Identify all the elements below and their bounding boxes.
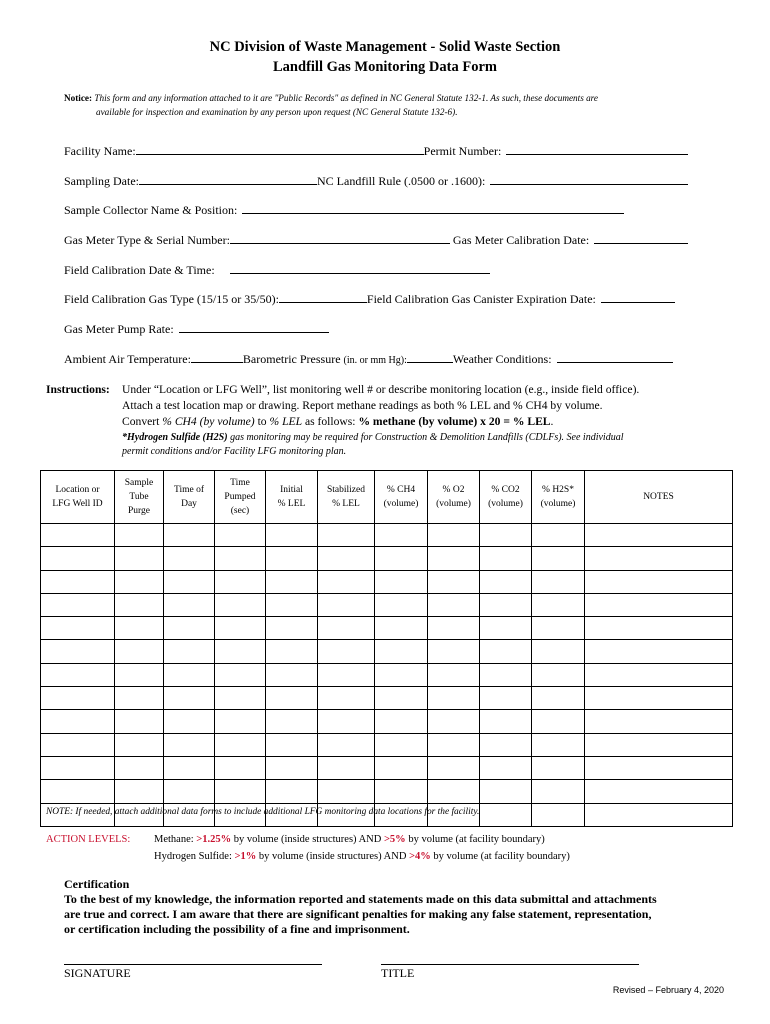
meter-type-field[interactable]: [230, 232, 450, 244]
table-cell[interactable]: [532, 780, 585, 803]
h2s-note: [122, 431, 639, 445]
table-cell[interactable]: [532, 570, 585, 593]
table-cell[interactable]: [115, 756, 164, 779]
calibration-gas-row: [64, 291, 675, 307]
table-cell[interactable]: [428, 547, 480, 570]
h2s-note-line-2: permit conditions and/or Facility LFG monitoring plan.: [122, 446, 347, 457]
canister-expiration-label: Field Calibration Gas Canister Expiration Date:: [366, 292, 596, 306]
column-header-line: Initial: [280, 485, 303, 495]
calibration-gas-label: Field Calibration Gas Type (15/15 or 35/50):: [64, 292, 279, 306]
table-cell[interactable]: [585, 710, 733, 733]
meter-calibration-field[interactable]: [594, 232, 688, 244]
table-cell[interactable]: [480, 780, 532, 803]
table-cell[interactable]: [115, 570, 164, 593]
landfill-rule-label: NC Landfill Rule (.0500 or .1600):: [317, 174, 486, 188]
column-header-line: Pumped: [224, 492, 256, 502]
table-cell[interactable]: [480, 663, 532, 686]
table-cell[interactable]: [164, 756, 215, 779]
table-cell[interactable]: [585, 524, 733, 547]
h2s-inside-text: by volume (inside structures) AND: [258, 851, 407, 862]
table-cell[interactable]: [428, 710, 480, 733]
table-row: [41, 640, 733, 663]
certification-line-1: To the best of my knowledge, the information reported and statements made on this data submittal and attachments: [64, 892, 657, 906]
pump-rate-row: [64, 321, 329, 337]
meter-calibration-label: Gas Meter Calibration Date:: [452, 233, 590, 247]
table-cell[interactable]: [532, 593, 585, 616]
table-row: [41, 663, 733, 686]
column-header: [164, 471, 215, 524]
table-cell[interactable]: [585, 756, 733, 779]
column-header: [266, 471, 318, 524]
table-cell[interactable]: [266, 570, 318, 593]
table-cell[interactable]: [215, 640, 266, 663]
table-cell[interactable]: [115, 547, 164, 570]
table-cell[interactable]: [164, 547, 215, 570]
table-cell[interactable]: [428, 733, 480, 756]
certification-line-2: are true and correct. I am aware that there are significant penalties for making any false statement, representation,: [64, 907, 652, 921]
table-cell[interactable]: [215, 687, 266, 710]
barometric-units-label: (in. or mm Hg):: [343, 355, 407, 366]
pump-rate-field[interactable]: [179, 321, 329, 333]
table-cell[interactable]: [318, 710, 375, 733]
table-cell[interactable]: [164, 710, 215, 733]
h2s-action-level: [154, 851, 570, 862]
methane-inside-value: >1.25%: [196, 834, 232, 845]
facility-name-label: Facility Name:: [64, 144, 136, 158]
table-cell[interactable]: [215, 710, 266, 733]
table-cell[interactable]: [585, 733, 733, 756]
column-header-line: Time: [230, 478, 250, 488]
table-cell[interactable]: [318, 547, 375, 570]
ambient-temp-label: Ambient Air Temperature:: [64, 352, 191, 366]
landfill-rule-field[interactable]: [490, 173, 688, 185]
formula-period: .: [550, 415, 554, 428]
meter-row: [64, 232, 688, 248]
canister-expiration-field[interactable]: [601, 291, 675, 303]
column-header-line: NOTES: [643, 492, 674, 502]
table-row: [41, 593, 733, 616]
table-cell[interactable]: [532, 663, 585, 686]
table-cell[interactable]: [532, 617, 585, 640]
table-cell[interactable]: [164, 733, 215, 756]
table-cell[interactable]: [585, 570, 733, 593]
table-cell[interactable]: [215, 733, 266, 756]
table-cell[interactable]: [266, 687, 318, 710]
table-cell[interactable]: [532, 756, 585, 779]
methane-label: Methane:: [154, 834, 194, 845]
table-cell[interactable]: [532, 547, 585, 570]
table-row: [41, 733, 733, 756]
column-header-line: % CO2: [491, 485, 520, 495]
table-cell[interactable]: [164, 524, 215, 547]
table-cell[interactable]: [375, 687, 428, 710]
column-header: [480, 471, 532, 524]
column-header-line: (sec): [230, 506, 250, 516]
table-header-row: [41, 471, 733, 524]
table-cell[interactable]: [41, 524, 115, 547]
instructions-line-2: Attach a test location map or drawing. Report methane readings as both % LEL and % CH4 by volume.: [122, 399, 603, 412]
table-row: [41, 570, 733, 593]
barometric-label: Barometric Pressure: [242, 352, 341, 366]
table-cell[interactable]: [585, 593, 733, 616]
barometric-field[interactable]: [407, 351, 453, 363]
signature-label: SIGNATURE: [64, 966, 131, 980]
table-cell[interactable]: [428, 780, 480, 803]
table-cell[interactable]: [164, 617, 215, 640]
h2s-note-text: gas monitoring may be required for Construction & Demolition Landfills (CDLFs). See individual: [230, 432, 624, 443]
table-cell[interactable]: [318, 663, 375, 686]
column-header: [41, 471, 115, 524]
table-footnote: NOTE: If needed, attach additional data forms to include additional LFG monitoring data locations for the facility.: [46, 807, 480, 817]
column-header-line: Time of: [173, 485, 204, 495]
methane-boundary-value: >5%: [383, 834, 406, 845]
table-cell[interactable]: [215, 663, 266, 686]
field-calibration-field[interactable]: [230, 262, 490, 274]
column-header: [215, 471, 266, 524]
table-cell[interactable]: [375, 570, 428, 593]
notice-line-2: available for inspection and examination by any person upon request (NC General Statute 132-6).: [96, 107, 458, 117]
table-cell[interactable]: [41, 710, 115, 733]
table-cell[interactable]: [585, 663, 733, 686]
table-cell[interactable]: [164, 687, 215, 710]
table-cell[interactable]: [375, 780, 428, 803]
table-cell[interactable]: [266, 710, 318, 733]
table-cell[interactable]: [115, 780, 164, 803]
instructions-line-1: Under “Location or LFG Well”, list monitoring well # or describe monitoring location (e.g., inside field office).: [122, 383, 640, 396]
pump-rate-label: Gas Meter Pump Rate:: [64, 322, 174, 336]
conversion-formula: % methane (by volume) x 20 = % LEL: [358, 415, 551, 428]
table-cell[interactable]: [532, 710, 585, 733]
notice-label: Notice:: [64, 93, 93, 103]
h2s-label: Hydrogen Sulfide:: [154, 851, 232, 862]
table-cell[interactable]: [266, 733, 318, 756]
title-field[interactable]: [381, 964, 639, 965]
column-header-line: Location or: [55, 485, 100, 495]
table-cell[interactable]: [215, 780, 266, 803]
h2s-inside-value: >1%: [234, 851, 257, 862]
table-cell[interactable]: [41, 687, 115, 710]
meter-type-label: Gas Meter Type & Serial Number:: [64, 233, 230, 247]
field-calibration-row: [64, 262, 490, 278]
title-label: TITLE: [381, 966, 415, 980]
table-cell[interactable]: [215, 524, 266, 547]
table-row: [41, 780, 733, 803]
table-cell[interactable]: [428, 663, 480, 686]
monitoring-data-table: [40, 470, 733, 827]
lel-term: % LEL: [269, 415, 303, 428]
table-cell[interactable]: [532, 733, 585, 756]
table-cell[interactable]: [318, 687, 375, 710]
table-cell[interactable]: [428, 756, 480, 779]
column-header: [585, 471, 733, 524]
table-cell[interactable]: [41, 733, 115, 756]
table-cell[interactable]: [480, 617, 532, 640]
methane-inside-text: by volume (inside structures) AND: [233, 834, 382, 845]
column-header-line: % CH4: [386, 485, 416, 495]
table-cell[interactable]: [428, 617, 480, 640]
table-cell[interactable]: [41, 547, 115, 570]
table-cell[interactable]: [585, 780, 733, 803]
table-row: [41, 710, 733, 733]
collector-label: Sample Collector Name & Position:: [64, 203, 238, 217]
column-header-line: % H2S*: [542, 485, 574, 495]
instructions-label: Instructions:: [46, 383, 110, 396]
table-cell[interactable]: [480, 547, 532, 570]
column-header-line: (volume): [488, 499, 523, 509]
table-cell[interactable]: [266, 640, 318, 663]
table-cell[interactable]: [41, 756, 115, 779]
instructions-body: [122, 382, 639, 459]
table-cell[interactable]: [318, 756, 375, 779]
table-row: [41, 756, 733, 779]
table-cell[interactable]: [115, 593, 164, 616]
table-cell[interactable]: [215, 756, 266, 779]
table-cell[interactable]: [532, 640, 585, 663]
table-cell[interactable]: [585, 640, 733, 663]
ch4-term: % CH4 (by volume): [162, 415, 255, 428]
table-cell[interactable]: [585, 687, 733, 710]
table-cell[interactable]: [375, 617, 428, 640]
h2s-boundary-text: by volume (at facility boundary): [433, 851, 570, 862]
table-cell[interactable]: [41, 570, 115, 593]
methane-boundary-text: by volume (at facility boundary): [408, 834, 545, 845]
table-cell[interactable]: [266, 756, 318, 779]
ambient-temp-field[interactable]: [191, 351, 243, 363]
table-cell[interactable]: [164, 663, 215, 686]
conditions-row: [64, 351, 673, 367]
h2s-boundary-value: >4%: [409, 851, 431, 862]
table-cell[interactable]: [164, 780, 215, 803]
table-cell[interactable]: [375, 756, 428, 779]
table-cell[interactable]: [375, 593, 428, 616]
column-header: [375, 471, 428, 524]
column-header: [318, 471, 375, 524]
table-cell[interactable]: [532, 687, 585, 710]
column-header-line: Tube: [129, 492, 149, 502]
table-cell[interactable]: [318, 640, 375, 663]
signature-field[interactable]: [64, 964, 322, 965]
form-agency-title: NC Division of Waste Management - Solid Waste Section: [209, 39, 561, 55]
column-header-line: % LEL: [332, 499, 360, 509]
table-cell[interactable]: [318, 570, 375, 593]
table-cell[interactable]: [480, 524, 532, 547]
table-cell[interactable]: [115, 710, 164, 733]
table-cell[interactable]: [375, 733, 428, 756]
weather-field[interactable]: [557, 351, 673, 363]
column-header-line: % O2: [442, 485, 465, 495]
certification-line-3: or certification including the possibility of a fine and imprisonment.: [64, 922, 410, 936]
table-cell[interactable]: [318, 733, 375, 756]
table-cell[interactable]: [585, 617, 733, 640]
table-cell[interactable]: [115, 663, 164, 686]
table-cell[interactable]: [480, 733, 532, 756]
table-cell[interactable]: [318, 617, 375, 640]
column-header-line: Purge: [128, 506, 150, 516]
column-header-line: Day: [181, 499, 197, 509]
certification: [64, 877, 657, 937]
table-row: [41, 547, 733, 570]
column-header-line: (volume): [383, 499, 419, 509]
table-cell[interactable]: [480, 687, 532, 710]
as-follows-text: as follows:: [304, 415, 356, 428]
table-cell[interactable]: [215, 570, 266, 593]
facility-row: [64, 143, 688, 159]
table-cell[interactable]: [532, 803, 585, 826]
table-cell[interactable]: [266, 593, 318, 616]
table-cell[interactable]: [428, 640, 480, 663]
table-cell[interactable]: [428, 687, 480, 710]
table-cell[interactable]: [115, 687, 164, 710]
collector-row: [64, 202, 624, 218]
table-row: [41, 524, 733, 547]
table-cell[interactable]: [532, 524, 585, 547]
table-cell[interactable]: [115, 524, 164, 547]
table-cell[interactable]: [215, 617, 266, 640]
h2s-note-bold: *Hydrogen Sulfide (H2S): [122, 432, 228, 443]
table-cell[interactable]: [41, 640, 115, 663]
notice-line-1: This form and any information attached to it are "Public Records" as defined in NC General Statute 132-1. As such, these documents are: [94, 93, 598, 103]
weather-label: Weather Conditions:: [452, 352, 552, 366]
column-header: [532, 471, 585, 524]
table-cell[interactable]: [41, 617, 115, 640]
table-cell[interactable]: [164, 640, 215, 663]
table-cell[interactable]: [266, 547, 318, 570]
table-cell[interactable]: [115, 617, 164, 640]
sampling-row: [64, 173, 688, 189]
column-header-line: Sample: [124, 478, 154, 488]
table-cell[interactable]: [428, 524, 480, 547]
instructions-line-3: [122, 414, 639, 430]
table-cell[interactable]: [266, 617, 318, 640]
table-cell[interactable]: [215, 547, 266, 570]
table-cell[interactable]: [115, 733, 164, 756]
certification-heading: Certification: [64, 877, 130, 891]
sampling-date-label: Sampling Date:: [64, 174, 139, 188]
table-cell[interactable]: [480, 803, 532, 826]
table-cell[interactable]: [41, 593, 115, 616]
table-cell[interactable]: [428, 570, 480, 593]
column-header-line: Stabilized: [327, 485, 365, 495]
to-text: to: [257, 415, 267, 428]
column-header: [115, 471, 164, 524]
table-cell[interactable]: [41, 780, 115, 803]
revision-date: Revised – February 4, 2020: [612, 985, 724, 995]
table-cell[interactable]: [164, 570, 215, 593]
table-row: [41, 687, 733, 710]
table-cell[interactable]: [480, 640, 532, 663]
table-cell[interactable]: [585, 547, 733, 570]
permit-number-field[interactable]: [506, 143, 688, 155]
facility-name-field[interactable]: [136, 143, 424, 155]
table-cell[interactable]: [215, 593, 266, 616]
table-cell[interactable]: [266, 780, 318, 803]
table-cell[interactable]: [41, 663, 115, 686]
table-cell[interactable]: [375, 547, 428, 570]
form-title: Landfill Gas Monitoring Data Form: [273, 59, 497, 75]
table-cell[interactable]: [318, 780, 375, 803]
table-cell[interactable]: [266, 663, 318, 686]
table-cell[interactable]: [318, 593, 375, 616]
table-cell[interactable]: [115, 640, 164, 663]
column-header-line: LFG Well ID: [52, 499, 103, 509]
sampling-date-field[interactable]: [139, 173, 317, 185]
permit-number-label: Permit Number:: [423, 144, 502, 158]
column-header-line: (volume): [436, 499, 471, 509]
table-cell[interactable]: [480, 570, 532, 593]
table-cell[interactable]: [585, 803, 733, 826]
table-row: [41, 617, 733, 640]
table-cell[interactable]: [375, 640, 428, 663]
table-cell[interactable]: [428, 593, 480, 616]
collector-field[interactable]: [242, 202, 624, 214]
table-cell[interactable]: [480, 710, 532, 733]
column-header-line: (volume): [540, 499, 576, 509]
table-cell[interactable]: [164, 593, 215, 616]
table-cell[interactable]: [266, 524, 318, 547]
notice: [64, 91, 598, 119]
table-cell[interactable]: [375, 524, 428, 547]
table-cell[interactable]: [375, 663, 428, 686]
methane-action-level: [154, 834, 545, 845]
column-header: [428, 471, 480, 524]
table-cell[interactable]: [375, 710, 428, 733]
convert-text: Convert: [122, 415, 160, 428]
table-cell[interactable]: [318, 524, 375, 547]
action-levels-label: ACTION LEVELS:: [46, 834, 131, 845]
table-cell[interactable]: [480, 756, 532, 779]
field-calibration-label: Field Calibration Date & Time:: [64, 263, 215, 277]
table-cell[interactable]: [480, 593, 532, 616]
calibration-gas-field[interactable]: [279, 291, 367, 303]
column-header-line: % LEL: [277, 499, 306, 509]
